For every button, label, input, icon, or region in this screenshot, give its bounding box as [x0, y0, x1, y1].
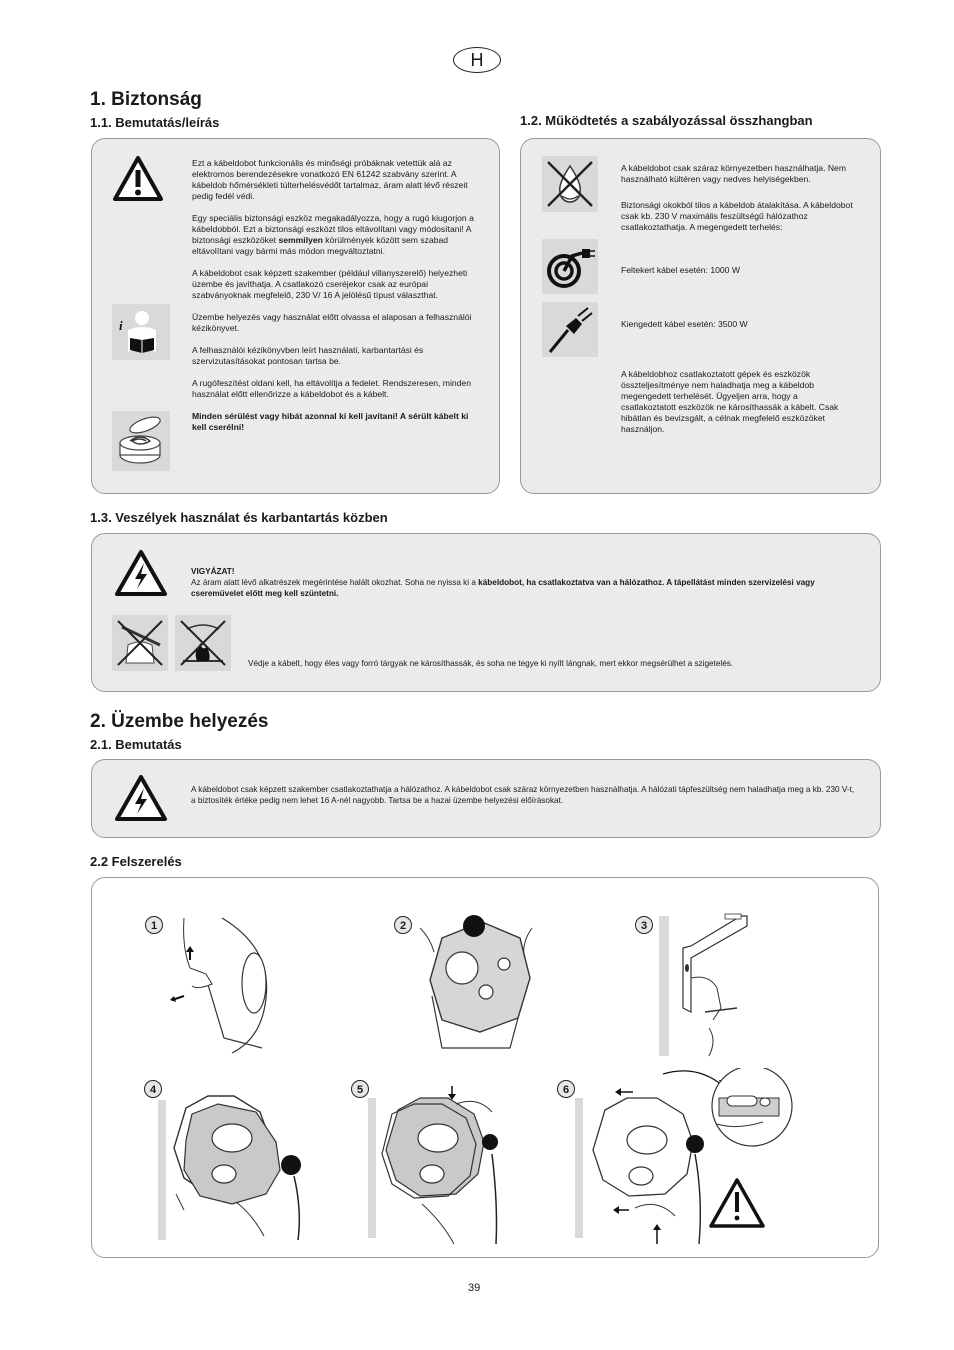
warning-label: VIGYÁZAT!	[191, 567, 235, 576]
no-sharp-objects-icon	[112, 615, 168, 671]
panel-1-2	[520, 138, 881, 494]
paragraph: Ezt a kábeldobot funkcionális és minőségi próbáknak vetettük alá az elektromos berendezésekre vonatkozó EN 61242 szabvány szerint. A kábeldob hőmérsékleti túlterhelésvédőt tartalmaz, áram alatt lévő részeit pedig fedél védi.	[192, 158, 468, 201]
load-coiled: Feltekert kábel esetén: 1000 W	[621, 265, 740, 275]
panel-1-1	[91, 138, 500, 494]
step-5-illustration	[362, 1084, 522, 1250]
coiled-cable-icon	[542, 239, 598, 294]
section-2-2-title: 2.2 Felszerelés	[90, 854, 182, 869]
panel-1-1-text	[192, 158, 480, 444]
installation-intro-text: A kábeldobot csak képzett szakember csatlakoztathatja a hálózathoz. A kábeldobot csak száraz környezetben használhatja. A hálózati tápfeszültség nem haladhatja meg a kb. 230 V-t, a biztosíték értéke pedig nem lehet 16 A-nél nagyobb. Tartsa be a hazai üzembe helyezési előírásokat.	[191, 785, 855, 805]
paragraph: A kábeldobhoz csatlakoztatott gépek és eszközök összteljesítménye nem haladhatja meg a kábeldob megengedett terhelését. Ügyeljen arra, hogy a csatlakoztatott eszközök ne károsíthassák a kábelt. Csak hibátlan és bevizsgált, a célnak megfelelő eszközöket használjon.	[621, 369, 839, 434]
plug-icon	[542, 302, 598, 357]
spring-drum-icon	[112, 411, 170, 471]
paragraph: Biztonsági okokból tilos a kábeldob átalakítása. A kábeldobot csak kb. 230 V maximális feszültségű hálózathoz csatlakoztathatja. A megengedett terhelés:	[621, 200, 853, 232]
language-code-badge: H	[453, 47, 501, 73]
step-6-illustration	[567, 1068, 812, 1248]
paragraph: Üzembe helyezés vagy használat előtt olvassa el alaposan a felhasználói kézikönyvet.	[192, 312, 472, 333]
step-3-illustration	[655, 908, 765, 1058]
section-1-1-title: 1.1. Bemutatás/leírás	[90, 115, 220, 130]
no-fire-icon	[175, 615, 231, 671]
section-1-title: 1. Biztonság	[90, 89, 202, 110]
electric-hazard-icon	[114, 549, 168, 597]
section-1-2-title: 1.2. Működtetés a szabályozással összhangban	[520, 113, 813, 128]
page-number: 39	[468, 1282, 481, 1294]
step-number: 2	[394, 916, 412, 934]
panel-2-1	[91, 759, 881, 838]
electric-hazard-icon	[114, 774, 168, 822]
warning-body: Az áram alatt lévő alkatrészek megérintése halált okozhat. Soha ne nyissa ki a kábeldobot, ha csatlakoztatva van a hálózathoz. A tápellátást minden szervizelési vagy cseremüvelet előtt meg kell szüntetni.	[191, 578, 815, 598]
paragraph: A rugófeszítést oldani kell, ha eltávolítja a fedelet. Rendszeresen, minden használat előtt ellenőrizze a kábeldobot és a kábelt.	[192, 378, 471, 399]
load-uncoiled: Kiengedett kábel esetén: 3500 W	[621, 319, 748, 329]
paragraph: A felhasználói kézikönyvben leírt használati, karbantartási és szervizutasításokat pontosan tartsa be.	[192, 345, 424, 366]
no-water-icon	[542, 156, 598, 212]
warning-text	[191, 566, 861, 599]
step-number: 5	[351, 1080, 369, 1098]
section-1-3-title: 1.3. Veszélyek használat és karbantartás közben	[90, 510, 388, 525]
paragraph: A kábeldobot csak képzett szakember (például villanyszerelő) helyezheti üzembe és javíthatja. A csatlakozó cseréjekor csak az európai szabványoknak megfelelő, 230 V/ 16 A jelölésű típust választhat.	[192, 268, 468, 300]
read-manual-icon	[112, 304, 170, 360]
step-number: 6	[557, 1080, 575, 1098]
svg-text:i: i	[119, 318, 123, 333]
warning-triangle-icon	[112, 155, 164, 203]
mounting-steps-panel	[91, 877, 879, 1258]
panel-1-3	[91, 533, 881, 692]
section-2-title: 2. Üzembe helyezés	[90, 711, 269, 732]
paragraph-bold: Minden sérülést vagy hibát azonnal ki kell javítani! A sérült kábelt ki kell cserélni!	[192, 411, 469, 432]
step-1-illustration	[162, 908, 272, 1058]
step-number: 1	[145, 916, 163, 934]
section-2-1-title: 2.1. Bemutatás	[90, 737, 182, 752]
step-number: 3	[635, 916, 653, 934]
step-number: 4	[144, 1080, 162, 1098]
step-4-illustration	[152, 1090, 312, 1250]
protect-cable-text: Védje a kábelt, hogy éles vagy forró tárgyak ne károsíthassák, és soha ne tegye ki nyílt lángnak, mert ekkor megsérülhet a szigetelés.	[248, 659, 734, 668]
step-2-illustration	[412, 908, 542, 1058]
paragraph: Egy speciális biztonsági eszköz megakadályozza, hogy a rugó kiugorjon a kábeldobból. Ezt a biztonsági eszközt tilos eltávolítani vagy módosítani! A biztonsági eszközöket semmilyen körülmények között sem szabad eltávolítani vagy bármi más módon megváltoztatni.	[192, 213, 474, 256]
paragraph: A kábeldobot csak száraz környezetben használhatja. Nem használható kültéren vagy nedves helyiségekben.	[621, 163, 846, 184]
